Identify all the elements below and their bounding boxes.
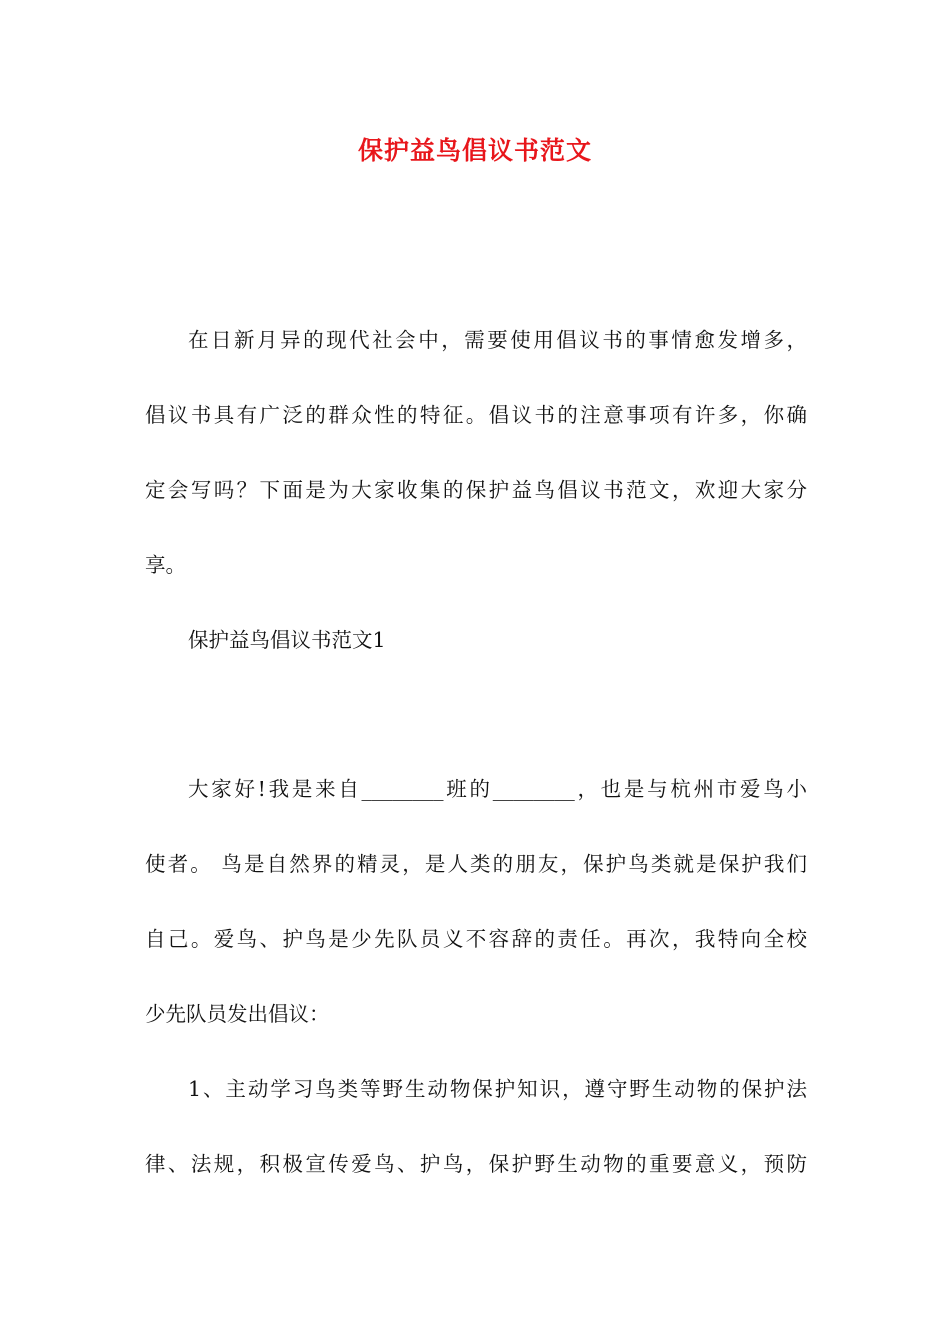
section-heading: 保护益鸟倡议书范文1 <box>188 628 386 652</box>
paragraph-line: 律、法规，积极宣传爱鸟、护鸟，保护野生动物的重要意义，预防 <box>145 1152 807 1176</box>
paragraph-line: 在日新月异的现代社会中，需要使用倡议书的事情愈发增多， <box>188 328 807 352</box>
paragraph-line: 自己。爱鸟、护鸟是少先队员义不容辞的责任。再次，我特向全校 <box>145 927 807 951</box>
paragraph-line: 使者。 鸟是自然界的精灵，是人类的朋友，保护鸟类就是保护我们 <box>145 852 807 876</box>
paragraph-line: 大家好!我是来自________班的________，也是与杭州市爱鸟小 <box>188 777 807 801</box>
paragraph-line: 倡议书具有广泛的群众性的特征。倡议书的注意事项有许多，你确 <box>145 403 807 427</box>
document-title: 保护益鸟倡议书范文 <box>357 136 592 165</box>
paragraph-line: 少先队员发出倡议： <box>145 1002 330 1026</box>
paragraph-line: 定会写吗？下面是为大家收集的保护益鸟倡议书范文，欢迎大家分 <box>145 478 807 502</box>
paragraph-line: 1、主动学习鸟类等野生动物保护知识，遵守野生动物的保护法 <box>188 1077 807 1101</box>
paragraph-line: 享。 <box>145 553 186 577</box>
